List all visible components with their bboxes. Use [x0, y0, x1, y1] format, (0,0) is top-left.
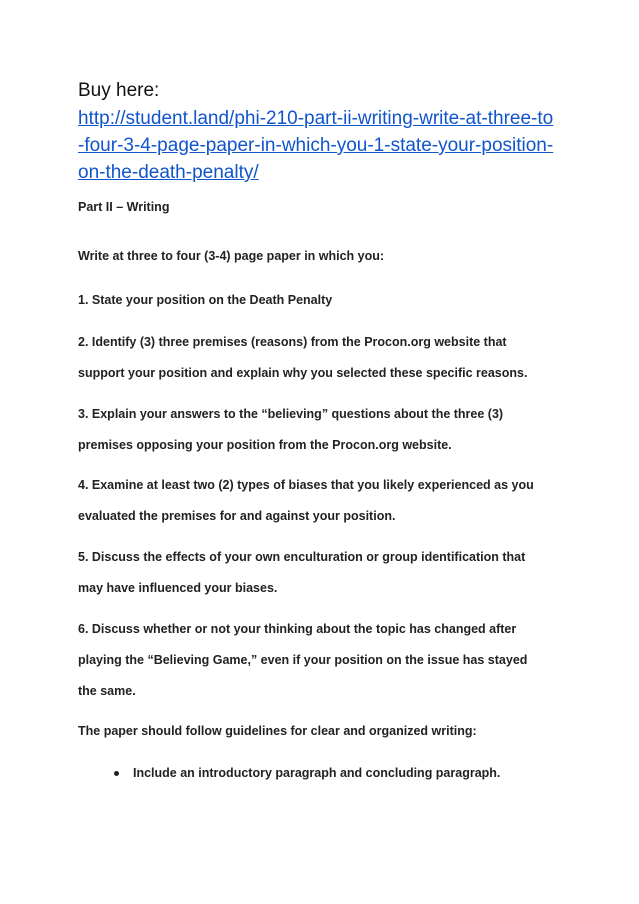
- buy-link-line-1[interactable]: http://student.land/phi-210-part-ii-writing-write-at-three-to: [78, 108, 554, 129]
- item-2-line-1: 2. Identify (3) three premises (reasons) from the Procon.org website that: [78, 335, 507, 349]
- buy-link[interactable]: [78, 105, 563, 186]
- intro-paragraph: Write at three to four (3-4) page paper in which you:: [78, 249, 385, 263]
- section-title: Part II – Writing: [78, 200, 170, 214]
- item-6-line-1: 6. Discuss whether or not your thinking about the topic has changed after: [78, 622, 517, 636]
- item-5: [78, 545, 568, 601]
- item-6-line-3: the same.: [78, 684, 136, 698]
- item-1: [78, 288, 568, 313]
- buy-here-label: Buy here:: [78, 80, 160, 101]
- item-6: [78, 617, 568, 704]
- item-3-line-1: 3. Explain your answers to the “believing” questions about the three (3): [78, 407, 504, 421]
- item-3: [78, 402, 568, 458]
- item-6-line-2: playing the “Believing Game,” even if your position on the issue has stayed: [78, 653, 528, 667]
- bullet-dot-icon: [114, 771, 119, 776]
- item-4-line-2: evaluated the premises for and against your position.: [78, 509, 396, 523]
- item-3-line-2: premises opposing your position from the Procon.org website.: [78, 438, 452, 452]
- document-page: [78, 78, 568, 780]
- bullet-item-1-text: Include an introductory paragraph and concluding paragraph.: [133, 766, 501, 780]
- guidelines-intro: The paper should follow guidelines for clear and organized writing:: [78, 724, 477, 738]
- item-2: [78, 330, 568, 386]
- item-4-line-1: 4. Examine at least two (2) types of biases that you likely experienced as you: [78, 478, 534, 492]
- item-5-line-2: may have influenced your biases.: [78, 581, 278, 595]
- buy-link-line-2[interactable]: -four-3-4-page-paper-in-which-you-1-state-your-position-: [78, 135, 554, 156]
- buy-link-line-3[interactable]: on-the-death-penalty/: [78, 162, 259, 183]
- item-5-line-1: 5. Discuss the effects of your own enculturation or group identification that: [78, 550, 526, 564]
- bullet-item-1: [114, 766, 500, 780]
- item-4: [78, 473, 568, 529]
- item-2-line-2: support your position and explain why you selected these specific reasons.: [78, 366, 528, 380]
- item-1-line-1: 1. State your position on the Death Penalty: [78, 293, 333, 307]
